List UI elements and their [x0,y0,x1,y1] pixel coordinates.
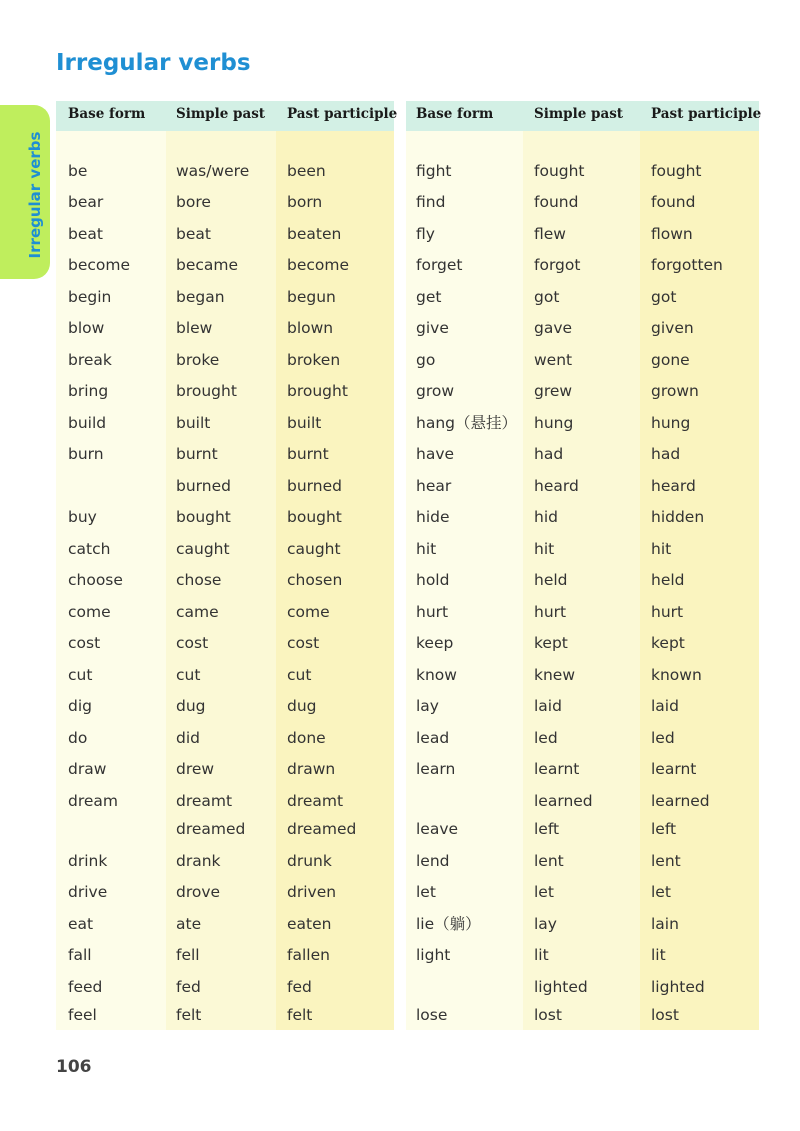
cell-simple-past: lighted [534,978,588,996]
cell-simple-past: beat [176,225,211,243]
cell-simple-past: gave [534,319,573,337]
cell-simple-past: bought [176,508,231,526]
cell-base-form: cut [68,666,93,684]
cell-past-participle: lighted [651,978,705,996]
cell-base-form: have [416,445,455,463]
cell-simple-past: went [534,351,573,369]
cell-simple-past: found [534,193,579,211]
side-tab-label: Irregular verbs [26,131,44,259]
cell-past-participle: burned [287,477,342,495]
cell-past-participle: beaten [287,225,342,243]
cell-past-participle: left [651,820,677,838]
cell-past-participle: driven [287,883,337,901]
cell-past-participle: dreamed [287,820,357,838]
cell-past-participle: heard [651,477,696,495]
cell-past-participle: learnt [651,760,697,778]
cell-past-participle: hurt [651,603,684,621]
cell-simple-past: hurt [534,603,567,621]
cell-past-participle: cut [287,666,312,684]
cell-base-form: fall [68,946,92,964]
cell-base-form: choose [68,571,123,589]
cell-simple-past: drove [176,883,221,901]
cell-past-participle: dreamt [287,792,344,810]
cell-past-participle: laid [651,697,679,715]
cell-past-participle: kept [651,634,685,652]
cell-base-form: be [68,162,88,180]
cell-base-form: blow [68,319,105,337]
cell-simple-past: left [534,820,560,838]
cell-past-participle: forgotten [651,256,723,274]
cell-simple-past: dug [176,697,206,715]
header-simple-past: Simple past [534,106,624,122]
cell-past-participle: learned [651,792,710,810]
cell-simple-past: lit [534,946,549,964]
cell-base-form: beat [68,225,103,243]
cell-past-participle: come [287,603,330,621]
cell-simple-past: learned [534,792,593,810]
cell-past-participle: lost [651,1006,679,1024]
cell-past-participle: hung [651,414,691,432]
table-header [56,101,398,131]
cell-past-participle: born [287,193,323,211]
cell-base-form: give [416,319,449,337]
cell-base-form: learn [416,760,456,778]
cell-simple-past: heard [534,477,579,495]
cell-simple-past: burned [176,477,231,495]
cell-simple-past: built [176,414,211,432]
cell-simple-past: had [534,445,564,463]
cell-simple-past: let [534,883,554,901]
cell-base-form: buy [68,508,97,526]
header-simple-past: Simple past [176,106,266,122]
cell-past-participle: built [287,414,322,432]
cell-base-form: light [416,946,451,964]
cell-base-form: come [68,603,111,621]
cell-simple-past: held [534,571,568,589]
cell-past-participle: hidden [651,508,705,526]
cell-past-participle: fought [651,162,702,180]
cell-past-participle: lain [651,915,679,933]
cell-base-form: dig [68,697,92,715]
cell-base-form: find [416,193,446,211]
cell-past-participle: held [651,571,685,589]
cell-base-form: drink [68,852,108,870]
cell-past-participle: caught [287,540,341,558]
cell-base-form: grow [416,382,455,400]
cell-simple-past: caught [176,540,230,558]
cell-base-form: draw [68,760,107,778]
cell-past-participle: found [651,193,696,211]
cell-base-form: hide [416,508,450,526]
cell-past-participle: led [651,729,675,747]
cell-simple-past: fell [176,946,200,964]
cell-base-form: bear [68,193,104,211]
cell-simple-past: dreamt [176,792,233,810]
cell-base-form: let [416,883,436,901]
cell-base-form: bring [68,382,109,400]
cell-past-participle: done [287,729,326,747]
cell-base-form: get [416,288,442,306]
cell-past-participle: broken [287,351,341,369]
verb-table-left [56,101,398,1030]
cell-base-form: eat [68,915,94,933]
cell-past-participle: felt [287,1006,313,1024]
cell-past-participle: lit [651,946,666,964]
cell-past-participle: drunk [287,852,332,870]
cell-past-participle: grown [651,382,699,400]
cell-base-form: hurt [416,603,449,621]
cell-base-form: feed [68,978,103,996]
cell-simple-past: hit [534,540,555,558]
cell-simple-past: laid [534,697,562,715]
cell-past-participle: known [651,666,702,684]
cell-base-form: hear [416,477,452,495]
verb-table-right [406,101,762,1030]
cell-base-form: do [68,729,88,747]
cell-simple-past: began [176,288,225,306]
cell-base-form: forget [416,256,463,274]
cell-simple-past: drew [176,760,215,778]
cell-base-form: fight [416,162,452,180]
cell-base-form: burn [68,445,104,463]
cell-past-participle: drawn [287,760,336,778]
cell-simple-past: cut [176,666,201,684]
cell-simple-past: got [534,288,560,306]
page-title: Irregular verbs [56,50,251,76]
cell-simple-past: drank [176,852,221,870]
cell-base-form: lose [416,1006,448,1024]
cell-simple-past: hung [534,414,574,432]
cell-base-form: break [68,351,112,369]
cell-past-participle: eaten [287,915,332,933]
cell-simple-past: fought [534,162,585,180]
cell-base-form: hold [416,571,450,589]
cell-simple-past: chose [176,571,222,589]
cell-past-participle: dug [287,697,317,715]
cell-simple-past: lent [534,852,564,870]
cell-base-form: lead [416,729,450,747]
cell-base-form: dream [68,792,119,810]
header-base-form: Base form [416,106,494,122]
cell-past-participle: bought [287,508,342,526]
cell-base-form: go [416,351,436,369]
cell-simple-past: came [176,603,219,621]
cell-past-participle: given [651,319,694,337]
cell-past-participle: become [287,256,350,274]
cell-past-participle: lent [651,852,681,870]
cell-simple-past: did [176,729,200,747]
cell-past-participle: begun [287,288,336,306]
cell-simple-past: brought [176,382,237,400]
cell-simple-past: grew [534,382,573,400]
cell-simple-past: ate [176,915,202,933]
cell-base-form: lie（躺） [416,915,481,933]
cell-base-form: hang（悬挂） [416,414,517,432]
cell-past-participle: burnt [287,445,329,463]
cell-base-form: build [68,414,107,432]
cell-past-participle: flown [651,225,693,243]
cell-past-participle: fed [287,978,312,996]
header-base-form: Base form [68,106,146,122]
cell-simple-past: dreamed [176,820,246,838]
header-past-participle: Past participle [651,106,762,122]
cell-simple-past: became [176,256,239,274]
cell-past-participle: hit [651,540,672,558]
cell-base-form: cost [68,634,101,652]
cell-past-participle: blown [287,319,334,337]
cell-simple-past: broke [176,351,220,369]
cell-simple-past: hid [534,508,558,526]
cell-past-participle: let [651,883,671,901]
cell-base-form: lend [416,852,450,870]
cell-base-form: become [68,256,131,274]
table-header [406,101,762,131]
cell-past-participle: had [651,445,681,463]
cell-simple-past: blew [176,319,213,337]
cell-simple-past: learnt [534,760,580,778]
cell-simple-past: knew [534,666,576,684]
cell-base-form: leave [416,820,459,838]
cell-simple-past: lay [534,915,557,933]
cell-simple-past: bore [176,193,211,211]
cell-base-form: feel [68,1006,97,1024]
cell-base-form: keep [416,634,454,652]
cell-past-participle: fallen [287,946,330,964]
cell-past-participle: brought [287,382,348,400]
cell-past-participle: got [651,288,677,306]
cell-base-form: catch [68,540,111,558]
header-past-participle: Past participle [287,106,398,122]
cell-simple-past: cost [176,634,209,652]
cell-base-form: fly [416,225,435,243]
cell-simple-past: lost [534,1006,562,1024]
cell-past-participle: chosen [287,571,343,589]
cell-simple-past: was/were [176,162,250,180]
cell-base-form: drive [68,883,108,901]
cell-simple-past: felt [176,1006,202,1024]
cell-simple-past: forgot [534,256,581,274]
cell-past-participle: gone [651,351,690,369]
cell-simple-past: led [534,729,558,747]
cell-simple-past: fed [176,978,201,996]
page-number: 106 [56,1057,92,1077]
cell-past-participle: been [287,162,326,180]
cell-simple-past: flew [534,225,566,243]
cell-simple-past: burnt [176,445,218,463]
cell-base-form: lay [416,697,439,715]
cell-base-form: know [416,666,457,684]
cell-past-participle: cost [287,634,320,652]
cell-base-form: hit [416,540,437,558]
cell-base-form: begin [68,288,112,306]
cell-simple-past: kept [534,634,568,652]
